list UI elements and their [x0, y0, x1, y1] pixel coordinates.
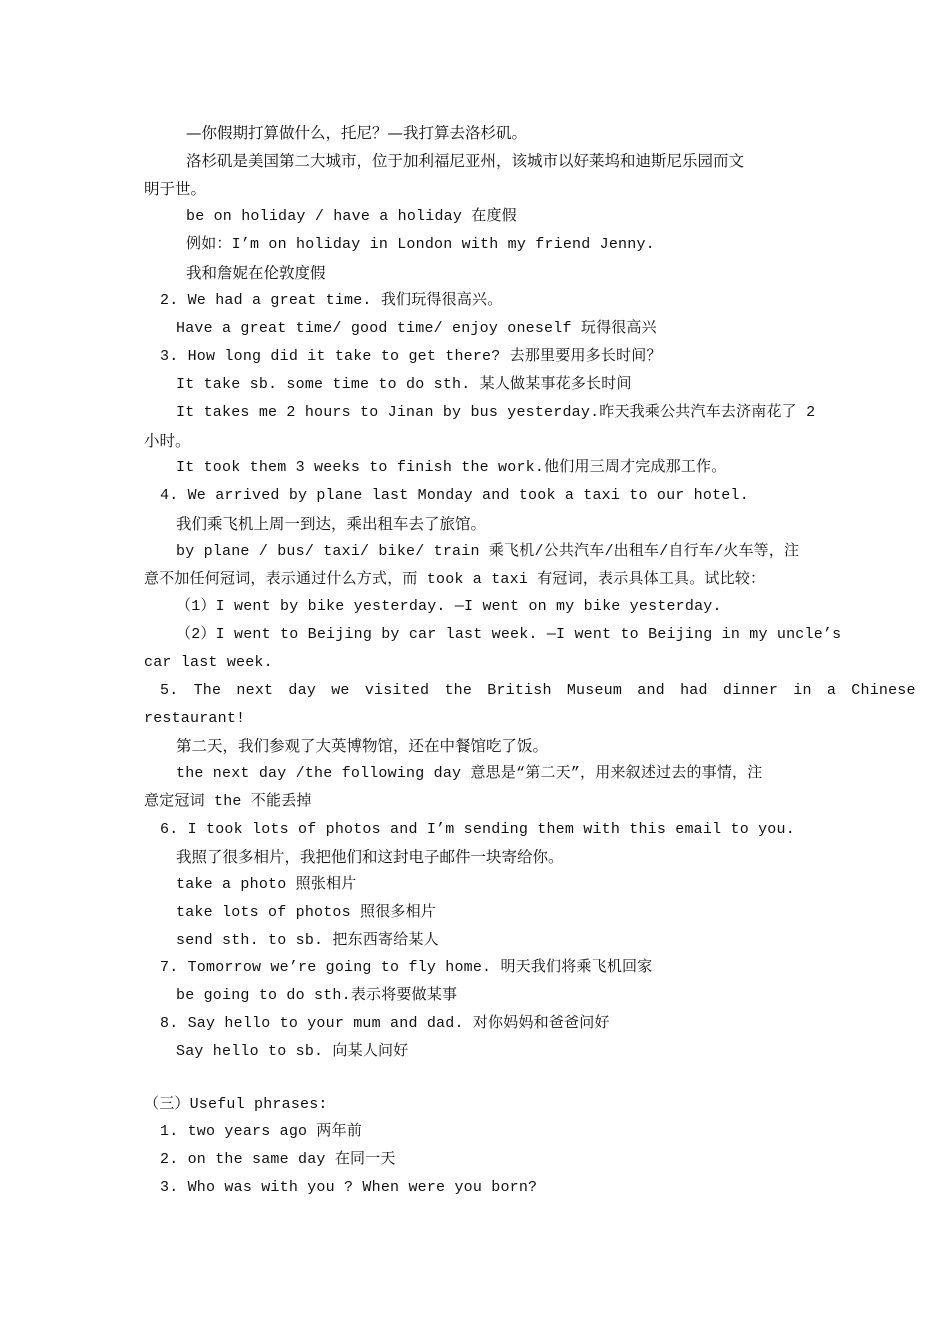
sentence-4-compare-2b: car last week. [144, 654, 273, 671]
sentence-8-note: Say hello to sb. 向某人问好 [176, 1043, 409, 1060]
sentence-5b: restaurant! [144, 710, 246, 727]
sentence-7-note: be going to do sth.表示将要做某事 [176, 987, 458, 1004]
la-note-line-2: 明于世。 [144, 180, 207, 198]
sentence-6-translation: 我照了很多相片，我把他们和这封电子邮件一块寄给你。 [176, 848, 564, 866]
sentence-4-translation: 我们乘飞机上周一到达，乘出租车去了旅馆。 [176, 515, 487, 533]
sentence-4-compare-2a: （2）I went to Beijing by car last week. —I went to Beijing in my uncle’s [176, 626, 842, 643]
sentence-4-compare-1: （1）I went by bike yesterday. —I went on my bike yesterday. [176, 598, 722, 615]
sentence-8: 8. Say hello to your mum and dad. 对你妈妈和爸爸问好 [160, 1015, 610, 1032]
sentence-6-phrase-2: take lots of photos 照很多相片 [176, 904, 437, 921]
holiday-phrase: be on holiday / have a holiday 在度假 [186, 208, 517, 225]
holiday-translation: 我和詹妮在伦敦度假 [186, 264, 326, 282]
sentence-6-phrase-1: take a photo 照张相片 [176, 876, 357, 893]
sentence-7: 7. Tomorrow we’re going to fly home. 明天我们将乘飞机回家 [160, 959, 653, 976]
sentence-5-translation: 第二天，我们参观了大英博物馆，还在中餐馆吃了饭。 [176, 737, 549, 755]
sentence-2-note: Have a great time/ good time/ enjoy oneself 玩得很高兴 [176, 320, 657, 337]
sentence-4: 4. We arrived by plane last Monday and took a taxi to our hotel. [160, 487, 749, 504]
sentence-3-pattern: It take sb. some time to do sth. 某人做某事花多长时间 [176, 376, 632, 393]
holiday-example: 例如：I’m on holiday in London with my friend Jenny. [186, 236, 655, 253]
sentence-5-note-a: the next day /the following day 意思是“第二天”，用来叙述过去的事情，注 [176, 765, 763, 782]
sentence-6: 6. I took lots of photos and I’m sending them with this email to you. [160, 821, 795, 838]
sentence-3: 3. How long did it take to get there? 去那里要用多长时间？ [160, 348, 662, 365]
section-heading: （三）Useful phrases: [144, 1096, 328, 1113]
la-note-line-1: 洛杉矶是美国第二大城市，位于加利福尼亚州，该城市以好莱坞和迪斯尼乐园而文 [186, 152, 745, 170]
sentence-2: 2. We had a great time. 我们玩得很高兴。 [160, 292, 503, 309]
sentence-5a: 5. The next day we visited the British Museum and had dinner in a Chinese [160, 682, 916, 699]
phrase-3: 3. Who was with you ? When were you born? [160, 1179, 538, 1196]
sentence-4-note-b: 意不加任何冠词，表示通过什么方式，而 took a taxi 有冠词，表示具体工具。试比较： [144, 571, 766, 588]
sentence-6-phrase-3: send sth. to sb. 把东西寄给某人 [176, 932, 439, 949]
sentence-4-note-a: by plane / bus/ taxi/ bike/ train 乘飞机/公共汽车/出租车/自行车/火车等，注 [176, 543, 800, 560]
sentence-3-example-1b: 小时。 [144, 432, 191, 450]
phrase-2: 2. on the same day 在同一天 [160, 1151, 396, 1168]
sentence-3-example-1a: It takes me 2 hours to Jinan by bus yesterday.昨天我乘公共汽车去济南花了 2 [176, 404, 816, 421]
sentence-5-note-b: 意定冠词 the 不能丢掉 [144, 793, 312, 810]
phrase-1: 1. two years ago 两年前 [160, 1123, 363, 1140]
intro-dialog: —你假期打算做什么，托尼？—我打算去洛杉矶。 [186, 124, 528, 142]
sentence-3-example-2: It took them 3 weeks to finish the work.他们用三周才完成那工作。 [176, 459, 727, 476]
